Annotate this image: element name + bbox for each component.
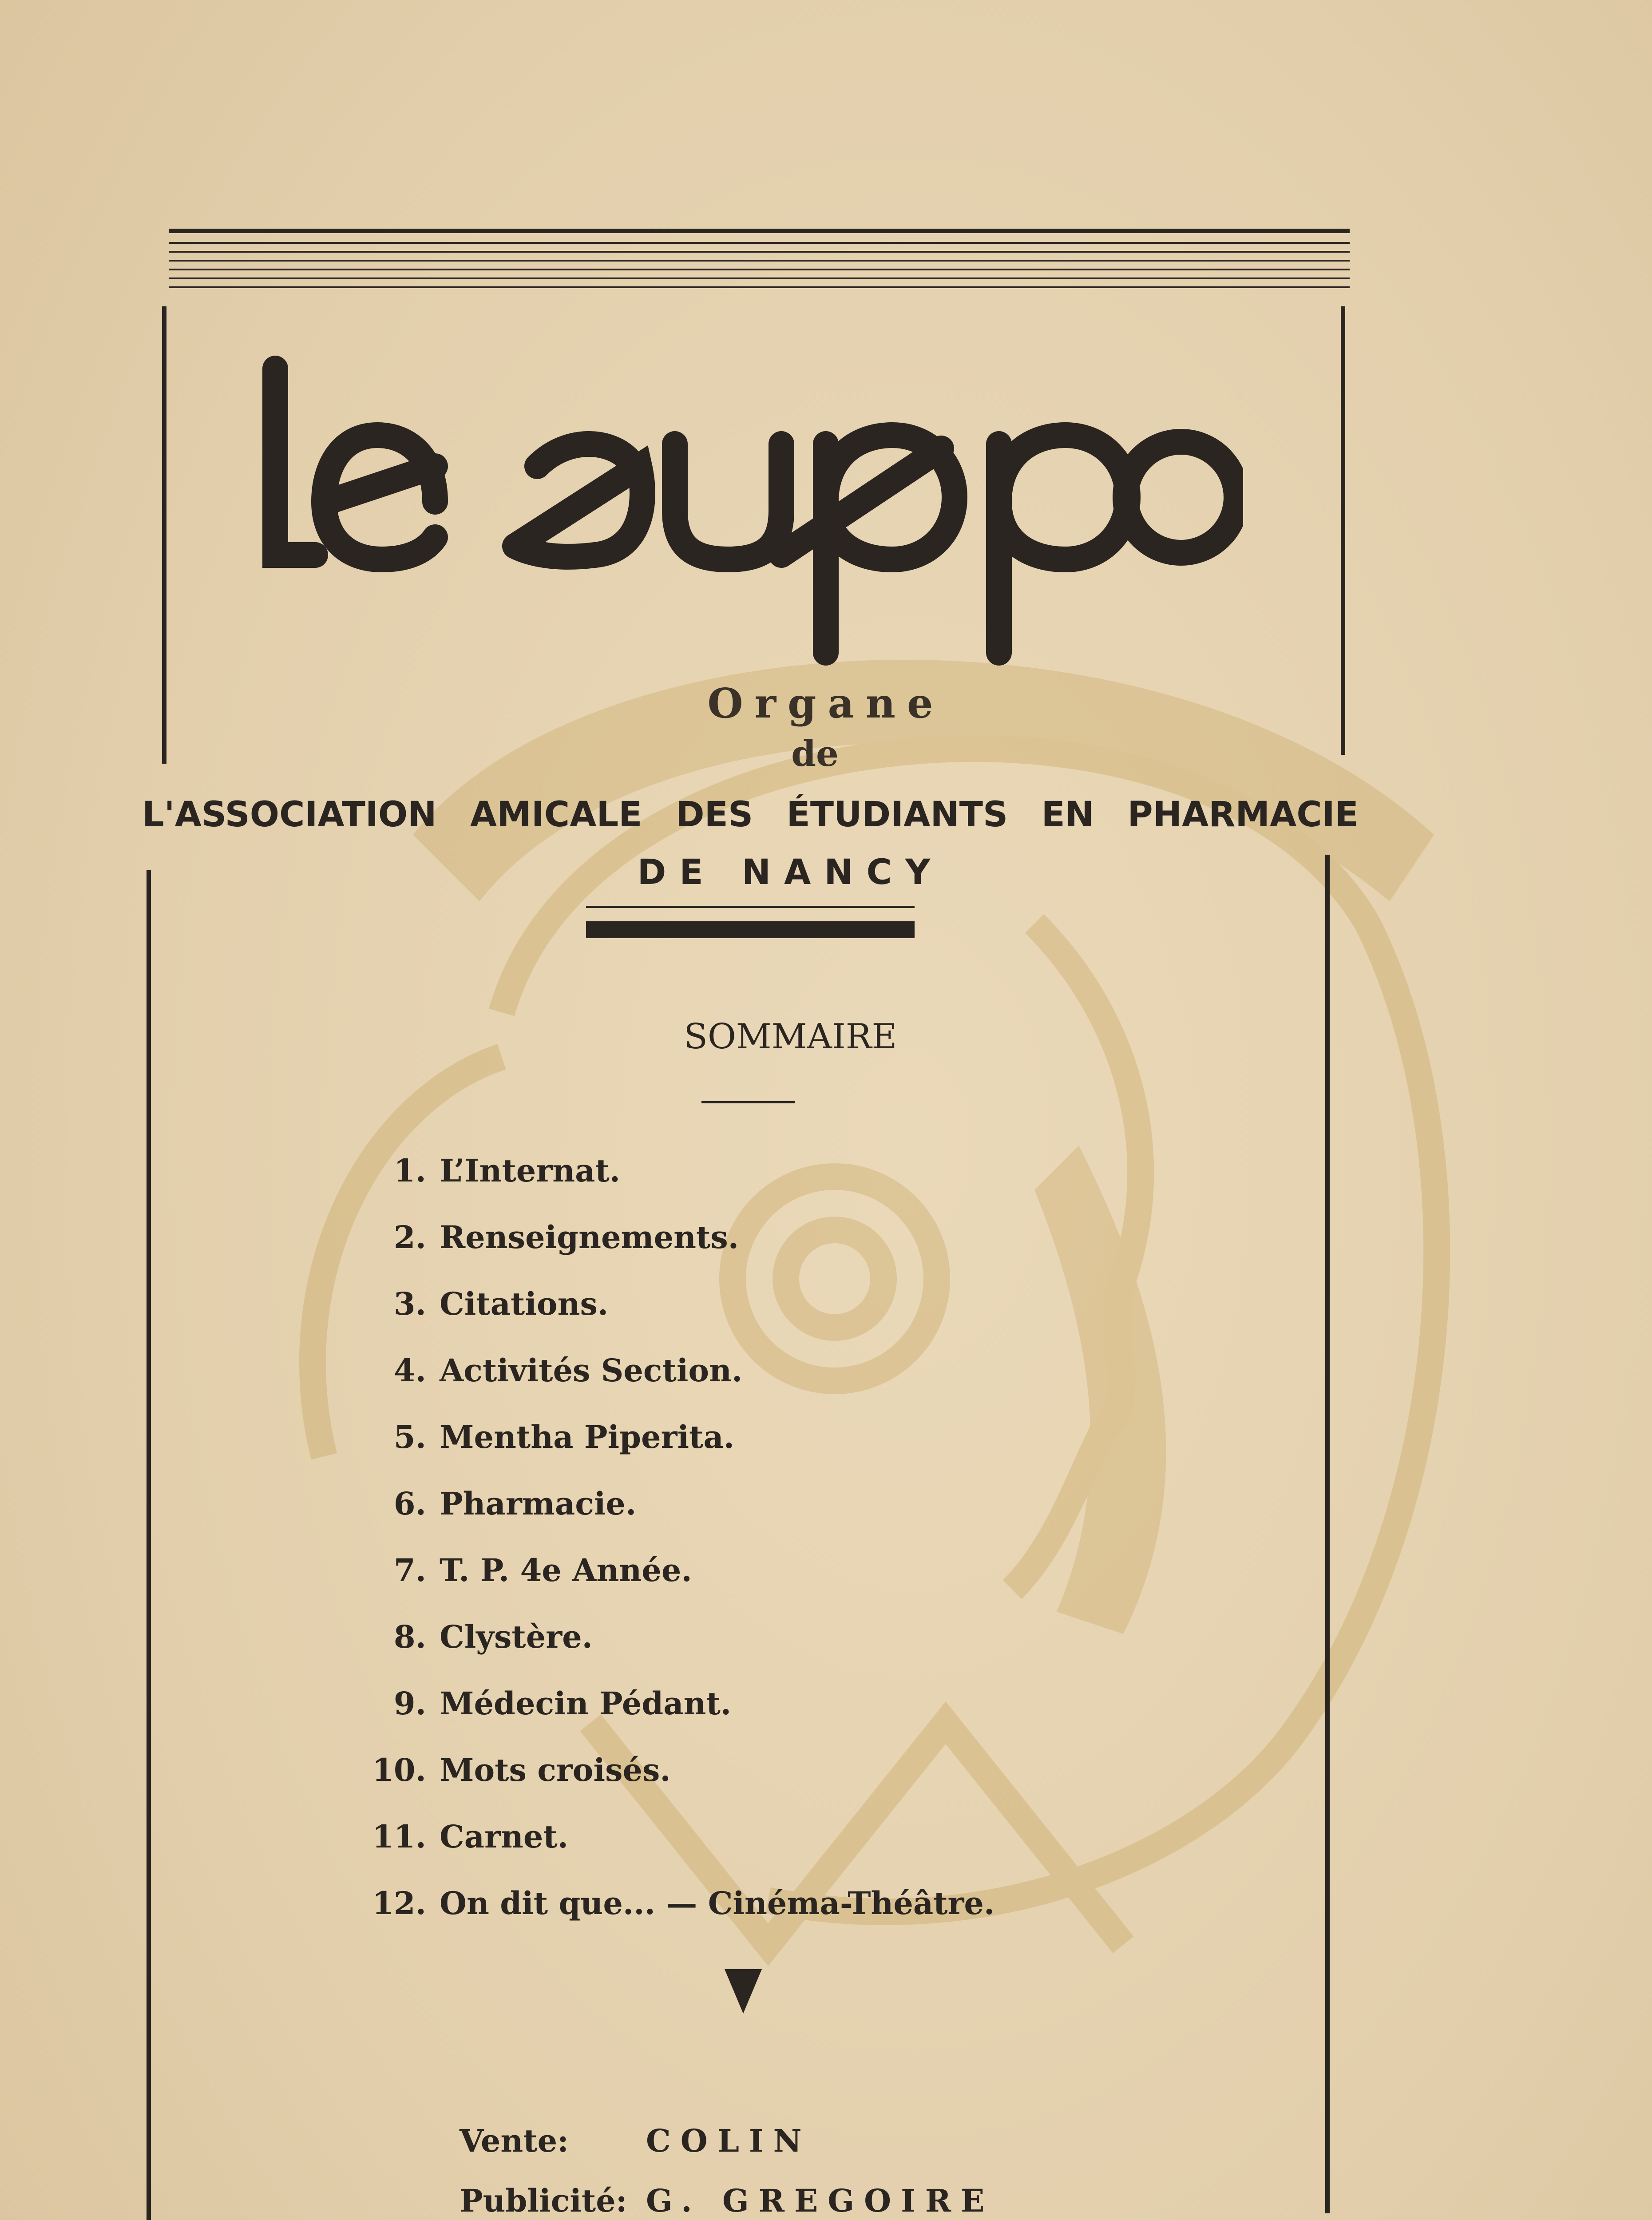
toc-item <box>355 1352 1110 1419</box>
toc-item <box>355 1818 1110 1885</box>
toc-number: 4. <box>393 1352 426 1389</box>
toc-item <box>355 1685 1110 1752</box>
toc-item <box>355 1152 1110 1219</box>
toc-number: 7. <box>393 1552 426 1589</box>
toc-title: Carnet. <box>440 1818 569 1855</box>
credits-block <box>460 2122 994 2220</box>
toc-title: On dit que... — Cinéma-Théâtre. <box>440 1885 995 1922</box>
toc-title: Clystère. <box>440 1618 593 1655</box>
table-of-contents <box>355 1152 1110 1951</box>
toc-item <box>355 1618 1110 1685</box>
credit-label: Vente: <box>460 2122 569 2159</box>
toc-item <box>355 1419 1110 1485</box>
credit-row <box>460 2182 994 2220</box>
toc-title: L’Internat. <box>440 1152 621 1189</box>
toc-title: Activités Section. <box>440 1352 743 1389</box>
toc-number: 2. <box>393 1219 426 1256</box>
credit-label: Publicité: <box>460 2182 627 2219</box>
toc-number: 10. <box>372 1752 426 1788</box>
organe-label: Organe <box>707 679 945 727</box>
frame-right-line-lower <box>1325 855 1330 2213</box>
down-triangle-ornament <box>725 1969 762 2014</box>
toc-title: Mentha Piperita. <box>440 1419 735 1455</box>
assoc-word: PHARMACIE <box>1127 795 1359 835</box>
toc-item <box>355 1752 1110 1818</box>
toc-number: 12. <box>372 1885 426 1922</box>
toc-item <box>355 1885 1110 1951</box>
toc-title: Médecin Pédant. <box>440 1685 732 1722</box>
summary-heading: SOMMAIRE <box>684 1017 897 1057</box>
toc-item <box>355 1285 1110 1352</box>
assoc-word: DES <box>675 795 753 835</box>
credit-value: COLIN <box>646 2122 812 2159</box>
credit-row <box>460 2122 994 2182</box>
toc-number: 5. <box>393 1419 426 1455</box>
toc-title: Renseignements. <box>440 1219 739 1256</box>
top-rule-block <box>169 229 1350 291</box>
city-underline-thin <box>586 906 915 908</box>
masthead-title-logotype <box>249 355 1243 675</box>
city-underline-thick <box>586 921 915 938</box>
toc-number: 3. <box>393 1285 426 1322</box>
assoc-word: L'ASSOCIATION <box>142 795 437 835</box>
city-label: DE NANCY <box>637 852 944 892</box>
assoc-word: ÉTUDIANTS <box>786 795 1008 835</box>
toc-title: Pharmacie. <box>440 1485 637 1522</box>
frame-left-line-lower <box>147 870 151 2220</box>
toc-number: 1. <box>393 1152 426 1189</box>
toc-number: 6. <box>393 1485 426 1522</box>
toc-number: 9. <box>393 1685 426 1722</box>
toc-number: 8. <box>393 1618 426 1655</box>
toc-item <box>355 1219 1110 1285</box>
de-label: de <box>791 733 839 774</box>
credit-value: G. GREGOIRE <box>646 2182 994 2219</box>
toc-item <box>355 1552 1110 1618</box>
assoc-word: EN <box>1041 795 1094 835</box>
summary-heading-rule <box>701 1101 795 1103</box>
assoc-word: AMICALE <box>470 795 642 835</box>
toc-number: 11. <box>372 1818 426 1855</box>
toc-item <box>355 1485 1110 1552</box>
toc-title: Citations. <box>440 1285 609 1322</box>
toc-title: T. P. 4e Année. <box>440 1552 692 1589</box>
toc-title: Mots croisés. <box>440 1752 671 1788</box>
association-name <box>142 795 1359 835</box>
